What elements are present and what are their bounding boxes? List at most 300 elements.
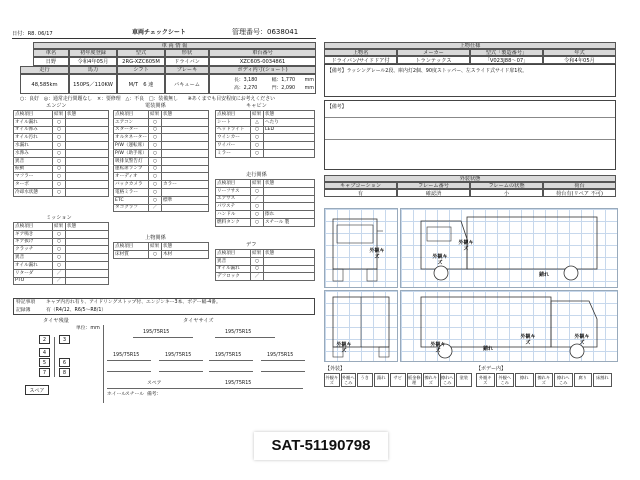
def-item-result: ○ (251, 265, 264, 273)
mission-item-label: クラッチ (14, 246, 53, 254)
truck-side-view (400, 208, 618, 288)
electric-item-result: ○ (149, 188, 162, 196)
electric-item-label: バックカメラ (114, 181, 149, 189)
exterior-title: 外装状態 (324, 175, 616, 182)
engine-row (14, 142, 109, 150)
vi-value-power: 150PS／110KW (69, 74, 117, 94)
tire-box-5: 5 (39, 358, 50, 367)
legend-body-title: 【ボデー内】 (476, 366, 507, 372)
cabin-item-state (264, 142, 315, 150)
ext-value-bed: 荷台有(リペア 不可) (543, 189, 616, 197)
mission-table (13, 222, 109, 285)
ext-value-frame-state: 小 (470, 189, 543, 197)
legend_outer-legend-item: うき (357, 373, 373, 387)
ue-remarks-box (324, 64, 616, 97)
side2-rust-mark: 錆れ (482, 346, 493, 352)
engine-row (14, 134, 109, 142)
tire-rear-right-outer: 195/75R15 (267, 353, 294, 358)
electric-item-label: ETC (114, 196, 149, 204)
legend_outer-legend-item: サビ (390, 373, 406, 387)
vi-value-model: 2RG-XZC605M (117, 57, 165, 66)
ext-header-frame-num: フレーム番号 (397, 182, 470, 189)
electric-col-item: 点検項目 (114, 111, 149, 119)
legend-outer-title: 【外装】 (325, 366, 346, 372)
cabin-item-label: シート (216, 118, 251, 126)
running-title: 走行関係 (246, 172, 267, 178)
mission-item-state (66, 246, 109, 254)
electric-item-result: ○ (149, 134, 162, 142)
running-item-result: ○ (251, 218, 264, 226)
engine-item-label: 水滲み (14, 149, 53, 157)
electric-row (114, 134, 209, 142)
tire-spare-label: スペア (147, 381, 162, 386)
engine-item-label: 冷却水状態 (14, 188, 53, 196)
electric-row (114, 188, 209, 196)
def-item-label: デフロック (216, 273, 251, 281)
electric-item-label: スターター (114, 126, 149, 134)
electric-row (114, 181, 209, 189)
upper-rel-table (113, 242, 209, 259)
engine-item-result: ○ (53, 181, 66, 189)
running-table (215, 179, 315, 227)
engine-item-result: ○ (53, 173, 66, 181)
vi-value-reg: 令和4年05月 (69, 57, 117, 66)
rear-damage-mark: 外観キズ (336, 342, 352, 354)
mission-row (14, 230, 109, 238)
mission-item-result: ○ (53, 230, 66, 238)
mission-item-state (66, 277, 109, 285)
ue-value-name: ドライバン/サイドドア付 (324, 56, 397, 64)
tire-box-6: 6 (59, 358, 70, 367)
legend_body-legend-item: 擦れへこみ (554, 373, 573, 387)
mission-item-label: ギア抜け (14, 238, 53, 246)
upper-rel-col-item: 点検項目 (114, 243, 149, 251)
tire-box-7: 7 (39, 368, 50, 377)
mission-item-result: ／ (53, 269, 66, 277)
upper_rel-item-result: ○ (149, 250, 162, 258)
engine-item-result: ○ (53, 126, 66, 134)
vi-value-name: 日野 (33, 57, 69, 66)
tire-unit: 単位：mm (76, 326, 100, 331)
ext-value-caution: 有 (324, 189, 397, 197)
truck-rear-view (324, 290, 398, 362)
electric-item-state: 標準 (162, 196, 209, 204)
legend_outer-legend-item: 外観へこみ (341, 375, 355, 385)
tire-size-grid (103, 325, 315, 403)
special-remarks-label: 特記事項 (16, 300, 36, 305)
mission-row (14, 269, 109, 277)
electric-item-label: タコグラフ (114, 204, 149, 212)
tire-note-label: 備考： (147, 392, 162, 397)
engine-row (14, 188, 109, 196)
mission-row (14, 246, 109, 254)
vi-dims-line1: 長：3,180 幅：1,770 mm (234, 78, 314, 83)
cabin-table (215, 110, 315, 158)
engine-row (14, 157, 109, 165)
running-item-state: 擦れ (264, 211, 315, 219)
mission-row (14, 238, 109, 246)
side-damage-mark-2: 外観キズ (432, 254, 448, 266)
def-table (215, 249, 315, 281)
vi-header-chassis: 車台番号 (209, 49, 316, 57)
vi-header-shift: シフト (117, 66, 165, 74)
mission-row (14, 254, 109, 262)
side2-damage-mark-3: 外観キズ (574, 334, 590, 346)
electric-item-state (162, 134, 209, 142)
engine-item-result: ○ (53, 142, 66, 150)
legend_body-legend-item: 外観キズ (476, 373, 495, 387)
engine-item-label: オイル漏れ (14, 118, 53, 126)
electric-item-state (162, 204, 209, 212)
vi-header-shape: 形状 (165, 49, 209, 57)
engine-item-label: 水漏れ (14, 142, 53, 150)
engine-col-state: 状態 (66, 111, 109, 119)
legend_body-legend-item: 外観へこみ (496, 373, 515, 387)
electric-item-label: 電格ミラー (114, 188, 149, 196)
ue-header-year: 年式 (543, 49, 616, 56)
upper-rel-title: 上物関係 (145, 235, 166, 241)
mission-item-result: ○ (53, 254, 66, 262)
electric-row (114, 142, 209, 150)
tire-front-left: 195/75R15 (143, 330, 170, 335)
electric-item-state (162, 165, 209, 173)
vi-value-chassis: XZC605-0034861 (209, 57, 316, 66)
engine-row (14, 173, 109, 181)
electric-item-result: ○ (149, 118, 162, 126)
mission-title: ミッション (46, 215, 72, 221)
tire-size-title: タイヤサイズ (183, 318, 214, 324)
vi-value-shape: ドライバン (165, 57, 209, 66)
electric-col-result: 結果 (149, 111, 162, 119)
def-col-result: 結果 (251, 250, 264, 258)
legend_outer-legend-item: 外観キズ (325, 375, 339, 385)
electric-item-state (162, 118, 209, 126)
upper_rel-row (114, 250, 209, 258)
tire-box-8: 8 (59, 368, 70, 377)
vi-value-shift: M/T 6 速 (117, 74, 165, 94)
engine-item-state (66, 126, 109, 134)
def-item-result: ／ (251, 273, 264, 281)
engine-item-state (66, 118, 109, 126)
mission-item-label: リターダ (14, 269, 53, 277)
footer-code: SAT-51190798 (271, 437, 371, 454)
sheet-title: 車両チェックシート (132, 29, 186, 36)
cabin-item-result: ○ (251, 126, 264, 134)
engine-item-label: 異音 (14, 157, 53, 165)
engine-row (14, 181, 109, 189)
legend_outer-legend-item: 擦れキズ (424, 375, 438, 385)
ext-header-bed: 荷台 (543, 182, 616, 189)
engine-item-state (66, 173, 109, 181)
def-col-state: 状態 (264, 250, 315, 258)
electric-row (114, 118, 209, 126)
electric-row (114, 204, 209, 212)
def-row (216, 257, 315, 265)
cabin-item-label: ミラー (216, 149, 251, 157)
cabin-item-label: ウインカー (216, 134, 251, 142)
vi-header-name: 車名 (33, 49, 69, 57)
engine-row (14, 118, 109, 126)
electric-item-result: ○ (149, 142, 162, 150)
engine-item-state (66, 149, 109, 157)
mission-item-state (66, 261, 109, 269)
engine-item-label: 振動 (14, 165, 53, 173)
running-item-label: ハンドル (216, 211, 251, 219)
electric-item-label: P/W（運転席） (115, 143, 147, 149)
special-remarks-box (13, 298, 315, 315)
cabin-item-state (264, 149, 315, 157)
electric-item-result: ○ (149, 173, 162, 181)
vi-header-brake: ブレーキ (165, 66, 209, 74)
engine-item-state (66, 157, 109, 165)
ue-remarks-text: 【備考】ラッシングレール2段、庫内灯2個、90度ストッパー、左スライド式サイド扉1枚。 (327, 68, 528, 74)
def-row (216, 273, 315, 281)
running-item-state (264, 187, 315, 195)
mission-col-result: 結果 (53, 223, 66, 231)
truck-front-drawing (325, 209, 397, 287)
side-rust-mark: 錆れ (538, 272, 549, 278)
electric-item-result: ○ (149, 126, 162, 134)
tire-spare-size: 195/75R15 (225, 381, 252, 386)
wheel-value: スチール (125, 392, 144, 397)
mission-item-result: ／ (53, 277, 66, 285)
ext-value-frame-num: 確認済 (397, 189, 470, 197)
legend_outer-legend-item: 塗装 (456, 373, 472, 387)
engine-item-result: ○ (53, 118, 66, 126)
def-row (216, 265, 315, 273)
engine-item-label: ターボ (14, 181, 53, 189)
running-row (216, 218, 315, 226)
vi-header-reg: 初年度登録 (69, 49, 117, 57)
running-item-label: 燃料タンク (216, 218, 251, 226)
tire-remain-title: タイヤ残量 (43, 318, 69, 324)
mission-item-result: ○ (53, 261, 66, 269)
running-item-label: リーフサス (216, 187, 251, 195)
electric-item-result: ○ (149, 196, 162, 204)
cabin-row (216, 118, 315, 126)
record-book-text: 有（R4/12、R6/5〜R8/1） (46, 308, 107, 313)
truck-side-view-2 (400, 290, 618, 362)
cabin-item-state: へたり (264, 118, 315, 126)
ue-header-name: 上物名 (324, 49, 397, 56)
tire-rear-left-inner: 195/75R15 (165, 353, 192, 358)
running-item-state: スチール 製 (264, 218, 315, 226)
ue-value-model: 「V023J88～07」 (470, 56, 543, 64)
electric-item-label: P/W（助手席） (115, 150, 147, 156)
vi-dims-line2: 高：2,270 門：2,090 mm (234, 86, 314, 91)
upper_rel-item-state: 木材 (162, 250, 209, 258)
engine-col-result: 結果 (53, 111, 66, 119)
legend_outer-legend-item: 錆れ (374, 373, 390, 387)
footer-code-box (254, 432, 388, 460)
ext-header-caution: キャブコーション (324, 182, 397, 189)
engine-col-item: 点検項目 (14, 111, 53, 119)
front-damage-mark: 外観キズ (369, 248, 385, 260)
wheel-label: ホイール (107, 392, 127, 397)
electric-item-label: オルタネーター (115, 135, 147, 141)
ue-remarks2-box (324, 100, 616, 170)
electric-row (114, 157, 209, 165)
mission-item-label: 異音 (14, 254, 53, 262)
vi-header-body-dims: ボディ内寸(ショート) (209, 66, 316, 74)
side2-damage-mark-2: 外観キズ (520, 334, 536, 346)
electric-col-state: 状態 (162, 111, 209, 119)
electric-item-label: 吸排気警告灯 (114, 157, 149, 165)
tire-diagram (13, 325, 104, 403)
running-row (216, 211, 315, 219)
sheet-date: 日付：R8. 06/17 (12, 31, 53, 37)
mission-item-state (66, 254, 109, 262)
engine-item-state (66, 142, 109, 150)
running-col-item: 点検項目 (216, 180, 251, 188)
electric-row (114, 165, 209, 173)
legend_body-legend-item: 腐り (574, 373, 593, 387)
side2-damage-mark-1: 外観キズ (430, 342, 446, 354)
running-item-result: ○ (251, 203, 264, 211)
cabin-item-result: ○ (251, 142, 264, 150)
mission-item-state (66, 269, 109, 277)
ue-remarks2-label: 【備考】 (327, 104, 347, 110)
tire-box-3: 3 (59, 335, 70, 344)
engine-item-state (66, 134, 109, 142)
ue-header-maker: メーカー (397, 49, 470, 56)
engine-item-result: ○ (53, 134, 66, 142)
cabin-item-result: ○ (251, 149, 264, 157)
electric-item-state (162, 142, 209, 150)
upper-equip-title: 上物仕様 (324, 42, 616, 49)
electric-item-state (162, 149, 209, 157)
legend_body-legend-item: 擦れキズ (535, 373, 554, 387)
def-item-state (264, 273, 315, 281)
electric-row (114, 126, 209, 134)
truck-side-drawing (401, 209, 617, 287)
electric-table (113, 110, 209, 212)
electric-item-state (162, 157, 209, 165)
electric-item-result: ○ (149, 157, 162, 165)
side-damage-mark-1: 外観キズ (458, 240, 474, 252)
legend_outer-legend-item: 擦れへこみ (441, 375, 454, 385)
def-item-label: 異音 (216, 257, 251, 265)
legend_body-legend-item: 床割れ (593, 373, 612, 387)
running-item-result: ／ (251, 195, 264, 203)
cabin-item-state: LED (264, 126, 315, 134)
running-item-label: エアサス (216, 195, 251, 203)
running-row (216, 187, 315, 195)
engine-row (14, 165, 109, 173)
running-row (216, 195, 315, 203)
ue-header-model: 型式「製造番号」 (470, 49, 543, 56)
electric-item-label: エアコン (114, 118, 149, 126)
cabin-row (216, 134, 315, 142)
cabin-item-state (264, 134, 315, 142)
cabin-row (216, 149, 315, 157)
engine-item-label: オイル汚れ (14, 134, 53, 142)
ue-value-maker: トランテックス (397, 56, 470, 64)
ue-value-year: 令和4年05月 (543, 56, 616, 64)
legend_body-legend-item: 擦れ (515, 373, 534, 387)
vi-header-power: 馬力 (69, 66, 117, 74)
cabin-col-item: 点検項目 (216, 111, 251, 119)
vi-header-model: 型式 (117, 49, 165, 57)
electric-item-result: ○ (149, 165, 162, 173)
def-item-result: ○ (251, 257, 264, 265)
cabin-item-label: ワイパー (216, 142, 251, 150)
electric-item-state (162, 126, 209, 134)
legend_outer-legend-item: 板金修理 (407, 375, 421, 385)
engine-row (14, 126, 109, 134)
truck-front-view (324, 208, 398, 288)
engine-item-result: ○ (53, 157, 66, 165)
running-item-result: ○ (251, 211, 264, 219)
electric-title: 電装関係 (145, 103, 166, 109)
special-remarks-text: キャブ内汚れ有り、アイドリングストップ付、エンジンキー3本、ボデー幅-4番。 (46, 300, 221, 305)
def-title: デフ (246, 242, 257, 248)
engine-item-result: ○ (53, 188, 66, 196)
cabin-row (216, 126, 315, 134)
engine-item-state (66, 188, 109, 196)
tire-front-right: 195/75R15 (225, 330, 252, 335)
mission-item-state (66, 238, 109, 246)
def-item-label: オイル漏れ (216, 265, 251, 273)
cabin-row (216, 142, 315, 150)
electric-row (114, 149, 209, 157)
mission-item-label: オイル漏れ (14, 261, 53, 269)
management-number: 管理番号：0638041 (232, 28, 299, 36)
tire-box-2: 2 (39, 335, 50, 344)
running-col-state: 状態 (264, 180, 315, 188)
electric-item-state: カラー (162, 181, 209, 189)
mission-col-item: 点検項目 (14, 223, 53, 231)
running-item-result: ○ (251, 187, 264, 195)
cabin-col-state: 状態 (264, 111, 315, 119)
def-col-item: 点検項目 (216, 250, 251, 258)
vi-value-mileage: 48,585km (20, 74, 69, 94)
cabin-item-result: △ (251, 118, 264, 126)
engine-item-result: ○ (53, 165, 66, 173)
electric-item-result: ○ (149, 181, 162, 189)
mission-row (14, 261, 109, 269)
engine-item-label: マフラー (14, 173, 53, 181)
electric-item-result: ／ (149, 204, 162, 212)
mission-item-result: ○ (53, 246, 66, 254)
tire-rear-right-inner: 195/75R15 (215, 353, 242, 358)
cabin-item-result: ○ (251, 134, 264, 142)
running-item-state (264, 203, 315, 211)
upper-rel-col-state: 状態 (162, 243, 209, 251)
electric-item-state (162, 188, 209, 196)
record-book-label: 記録簿 (16, 308, 31, 313)
upper_rel-item-label: 床材質 (114, 250, 149, 258)
cabin-col-result: 結果 (251, 111, 264, 119)
result-legend: ○：良好 ◎：通常走行問題なし ×：要修理 △：不良 □：装備無し ※あくまでも目安程度にお考えください (20, 96, 275, 102)
tire-rear-left-outer: 195/75R15 (113, 353, 140, 358)
engine-item-result: ○ (53, 149, 66, 157)
vehicle-info-title: 車 両 情 報 (33, 42, 316, 49)
def-item-state (264, 265, 315, 273)
engine-table (13, 110, 109, 197)
vi-value-body-dims (209, 74, 316, 94)
vi-value-brake: バキューム (165, 74, 209, 94)
engine-row (14, 149, 109, 157)
tire-box-4: 4 (39, 348, 50, 357)
def-item-state (264, 257, 315, 265)
mission-item-label: PTO (14, 277, 53, 285)
running-item-label: パワステ (216, 203, 251, 211)
electric-item-label: オーディオ (114, 173, 149, 181)
electric-item-label: 運転席ランプ (114, 165, 149, 173)
running-item-state (264, 195, 315, 203)
electric-row (114, 173, 209, 181)
